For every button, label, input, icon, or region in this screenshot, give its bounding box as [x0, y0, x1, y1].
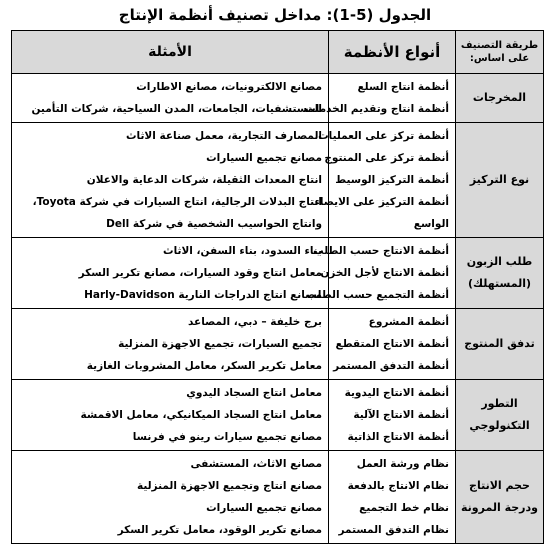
category-cell: [456, 380, 544, 451]
system-type: أنظمة انتاج السلع: [357, 81, 449, 93]
header-examples: الأمثلة: [12, 31, 329, 74]
category-label: المخرجات: [472, 91, 527, 104]
table-row: [12, 309, 544, 380]
system-types-cell: [329, 451, 456, 544]
system-type: نظام خط التجميع: [359, 502, 449, 514]
system-type: الواسع: [413, 218, 449, 230]
system-type: أنظمة الانتاج المتقطع: [335, 338, 449, 350]
example-item: وانتاج الحواسيب الشخصية في شركة Dell: [106, 218, 322, 230]
system-type: نظام ورشة العمل: [356, 458, 449, 470]
system-type: أنظمة التركيز الوسيط: [335, 174, 449, 186]
example-item: مصانع الالكترونيات، مصانع الاطارات: [136, 81, 322, 93]
table-title: الجدول (5-1): مداخل تصنيف أنظمة الإنتاج: [118, 6, 432, 24]
table-row: [12, 74, 544, 123]
system-type: أنظمة الانتاج حسب الطلب: [313, 245, 449, 257]
system-type: نظام التدفق المستمر: [338, 524, 449, 536]
header-classification-method: [456, 31, 544, 74]
system-type: أنظمة الانتاج الآلية: [353, 409, 449, 421]
category-label: حجم الانتاج: [469, 479, 530, 492]
category-label: التكنولوجي: [469, 419, 530, 432]
example-item: مصانع تجميع سيارات رينو في فرنسا: [132, 431, 322, 443]
table-row: [12, 238, 544, 309]
examples-cell: [12, 123, 329, 238]
system-types-cell: [329, 380, 456, 451]
system-types-cell: [306, 238, 456, 309]
classification-table: [11, 30, 544, 544]
system-type: نظام الانتاج بالدفعة: [347, 480, 449, 492]
header-system-types: أنواع الأنظمة: [329, 31, 456, 74]
example-item: المستشفيات، الجامعات، المدن السياحية، شركات التأمين: [31, 103, 322, 115]
category-cell: [456, 74, 544, 123]
examples-cell: [12, 238, 329, 309]
category-label: طلب الزبون: [466, 255, 533, 268]
example-item: معامل انتاج السجاد الميكانيكي، معامل الاقمشة: [80, 409, 322, 421]
example-item: انتاج المعدات الثقيلة، شركات الدعاية والاعلان: [86, 174, 322, 186]
header-method-line: على اساس:: [469, 53, 530, 64]
example-item: معامل انتاج السجاد اليدوي: [186, 387, 322, 399]
category-label: ودرجة المرونة: [461, 501, 538, 514]
example-item: مصانع تجميع السيارات: [206, 152, 322, 164]
example-item: معامل انتاج وقود السيارات، مصانع تكرير السكر: [78, 267, 322, 279]
example-item: المصارف التجارية، معمل صناعة الاثاث: [125, 130, 322, 142]
category-label: تدفق المنتوج: [464, 337, 535, 350]
header-row: [12, 31, 544, 74]
system-type: أنظمة الانتاج اليدوية: [344, 387, 449, 399]
system-type: أنظمة التدفق المستمر: [333, 360, 449, 372]
system-type: أنظمة انتاج وتقديم الخدمات: [305, 103, 449, 115]
category-label: التطور: [481, 397, 518, 410]
example-item: برج خليفة – دبي، المصاعد: [187, 316, 322, 328]
system-type: أنظمة التركيز على الايصاء: [314, 196, 449, 208]
system-types-cell: [329, 309, 456, 380]
table-row: [12, 123, 544, 238]
example-item: معامل تكرير السكر، معامل المشروبات الغازية: [86, 360, 322, 372]
example-item: مصانع تجميع السيارات: [206, 502, 322, 514]
system-types-cell: [314, 123, 456, 238]
examples-cell: [12, 451, 329, 544]
system-type: أنظمة الانتاج لأجل الخزن: [320, 267, 449, 279]
category-cell: [456, 238, 544, 309]
system-type: أنظمة تركز على العمليات: [318, 130, 449, 142]
example-item: مصانع الاثاث، المستشفى: [190, 458, 322, 470]
example-item: مصانع انتاج الدراجات النارية Harly-Davidson: [84, 289, 322, 301]
category-label: (المستهلك): [467, 277, 531, 290]
example-item: مصانع تكرير الوقود، معامل تكرير السكر: [117, 524, 322, 536]
system-type: أنظمة التجميع حسب الطلب: [306, 289, 449, 301]
table-row: [12, 380, 544, 451]
system-type: أنظمة الانتاج الذاتية: [347, 431, 449, 443]
example-item: مصانع انتاج وتجميع الاجهزة المنزلية: [136, 480, 322, 492]
category-cell: [456, 309, 544, 380]
category-label: نوع التركيز: [469, 173, 530, 186]
example-item: تجميع السيارات، تجميع الاجهزة المنزلية: [118, 338, 322, 350]
example-item: بناء السدود، بناء السفن، الاثاث: [163, 245, 322, 257]
header-method-line: طريقة التصنيف: [460, 40, 539, 51]
category-cell: [456, 123, 544, 238]
examples-cell: [12, 74, 329, 123]
examples-cell: [12, 309, 329, 380]
system-types-cell: [305, 74, 456, 123]
example-item: انتاج البدلات الرجالية، انتاج السيارات في شركة Toyota،: [32, 196, 322, 208]
category-cell: [456, 451, 544, 544]
table-row: [12, 451, 544, 544]
table-body: [12, 74, 544, 544]
examples-cell: [12, 380, 329, 451]
system-type: أنظمة المشروع: [368, 316, 449, 328]
system-type: أنظمة تركز على المنتوج: [324, 152, 449, 164]
